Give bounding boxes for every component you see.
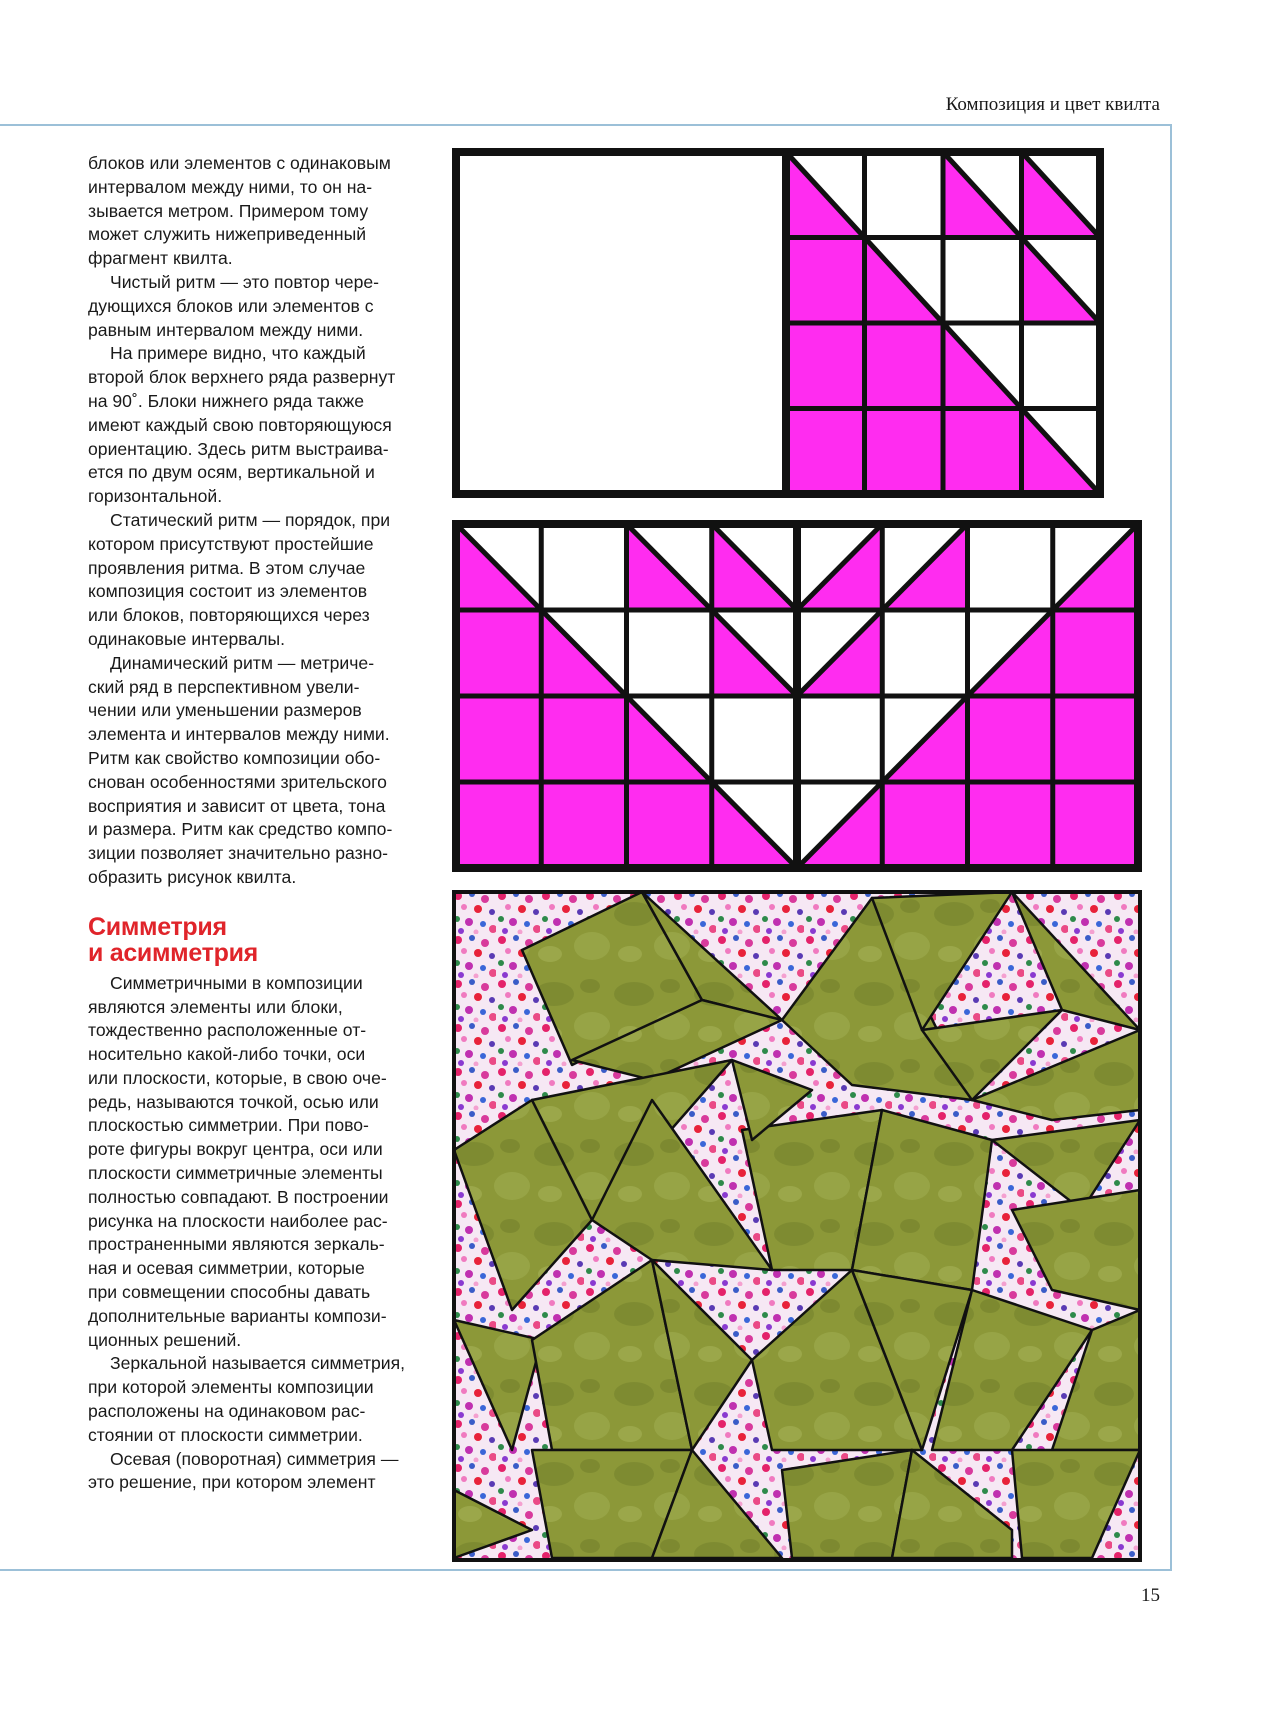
text-line: полностью совпадают. В построении xyxy=(88,1186,389,1207)
magenta-square xyxy=(968,696,1053,782)
magenta-square xyxy=(968,782,1053,868)
white-square xyxy=(712,696,797,782)
blank-panel xyxy=(456,152,786,494)
text-line: или плоскости, которые, в свою оче- xyxy=(88,1067,387,1088)
text-line: это решение, при котором элемент xyxy=(88,1472,376,1493)
paragraph-8 xyxy=(88,1448,428,1496)
text-line: котором присутствуют простейшие xyxy=(88,533,374,554)
text-line: при которой элементы композиции xyxy=(88,1377,374,1398)
white-square xyxy=(882,610,967,696)
magenta-square xyxy=(456,782,541,868)
block-grid-2 xyxy=(456,524,1138,868)
text-line: носительно какой-либо точки, оси xyxy=(88,1044,366,1065)
magenta-square xyxy=(1053,782,1138,868)
paragraph-4 xyxy=(88,509,428,652)
text-line: На примере видно, что каждый xyxy=(110,343,366,364)
text-line: плоскости симметричные элементы xyxy=(88,1163,383,1184)
text-line: Зеркальной называется симметрия, xyxy=(110,1353,406,1374)
text-line: равным интервалом между ними. xyxy=(88,319,364,340)
body-text xyxy=(88,152,428,1495)
text-line: композиция состоит из элементов xyxy=(88,581,368,602)
magenta-square xyxy=(627,782,712,868)
magenta-square xyxy=(882,782,967,868)
text-line: второй блок верхнего ряда развернут xyxy=(88,367,396,388)
text-line: фрагмент квилта. xyxy=(88,248,233,269)
text-line: ная и осевая симметрии, которые xyxy=(88,1258,365,1279)
text-line: Симметрия xyxy=(88,912,227,941)
text-line: ориентацию. Здесь ритм выстраива- xyxy=(88,438,389,459)
text-line: пространенными являются зеркаль- xyxy=(88,1234,385,1255)
text-line: роте фигуры вокруг центра, оси или xyxy=(88,1139,383,1160)
white-square xyxy=(797,696,882,782)
text-line: редь, называются точкой, осью или xyxy=(88,1091,379,1112)
white-square xyxy=(541,524,626,610)
magenta-square xyxy=(1053,696,1138,782)
text-line: снован особенностями зрительского xyxy=(88,771,387,792)
white-square xyxy=(627,610,712,696)
text-line: зиции позволяет значительно разно- xyxy=(88,843,389,864)
text-line: ционных решений. xyxy=(88,1329,242,1350)
text-line: Динамический ритм — метриче- xyxy=(110,652,375,673)
text-line: Осевая (поворотная) симметрия — xyxy=(110,1448,399,1469)
text-line: имеют каждый свою повторяющуюся xyxy=(88,414,392,435)
magenta-square xyxy=(456,696,541,782)
magenta-square xyxy=(456,610,541,696)
text-line: Чистый ритм — это повтор чере- xyxy=(110,271,380,292)
magenta-square xyxy=(1053,610,1138,696)
text-line: одинаковые интервалы. xyxy=(88,628,286,649)
block-grid-1 xyxy=(786,152,1100,494)
magenta-square xyxy=(786,238,865,324)
section-heading xyxy=(88,914,428,966)
text-line: и асимметрия xyxy=(88,938,258,967)
text-line: проявления ритма. В этом случае xyxy=(88,557,366,578)
text-line: может служить нижеприведенный xyxy=(88,224,367,245)
running-title: Композиция и цвет квилта xyxy=(945,94,1160,115)
white-square xyxy=(1022,323,1101,409)
text-line: Статический ритм — порядок, при xyxy=(110,509,391,530)
magenta-square xyxy=(541,696,626,782)
text-line: или блоков, повторяющихся через xyxy=(88,605,370,626)
quilt-diagram-meter xyxy=(452,148,1142,498)
text-line: при совмещении способны давать xyxy=(88,1282,371,1303)
magenta-square xyxy=(943,409,1022,495)
white-square xyxy=(865,152,944,238)
text-line: интервалом между ними, то он на- xyxy=(88,176,373,197)
text-line: чении или уменьшении размеров xyxy=(88,700,362,721)
text-line: ский ряд в перспективном увели- xyxy=(88,676,360,697)
text-line: ется по двум осям, вертикальной и xyxy=(88,462,375,483)
text-line: дополнительные варианты компози- xyxy=(88,1305,387,1326)
text-line: на 90˚. Блоки нижнего ряда также xyxy=(88,390,365,411)
text-line: расположены на одинаковом рас- xyxy=(88,1401,366,1422)
text-line: плоскостью симметрии. При пово- xyxy=(88,1115,369,1136)
paragraph-7 xyxy=(88,1352,428,1447)
text-line: блоков или элементов с одинаковым xyxy=(88,153,391,173)
olive-triangle xyxy=(782,1450,912,1558)
text-line: восприятия и зависит от цвета, тона xyxy=(88,795,386,816)
magenta-square xyxy=(786,409,865,495)
text-line: тождественно расположенные от- xyxy=(88,1020,367,1041)
quilt-photo-triangles xyxy=(452,890,1142,1562)
text-line: элемента и интервалов между ними. xyxy=(88,724,390,745)
paragraph-5 xyxy=(88,652,428,890)
text-line: рисунка на плоскости наиболее рас- xyxy=(88,1210,388,1231)
text-line: зывается метром. Примером тому xyxy=(88,200,369,221)
white-square xyxy=(968,524,1053,610)
page-number: 15 xyxy=(1141,1585,1160,1606)
paragraph-1 xyxy=(88,152,428,271)
text-line: Ритм как свойство композиции обо- xyxy=(88,747,381,768)
magenta-square xyxy=(865,323,944,409)
text-line: и размера. Ритм как средство компо- xyxy=(88,819,393,840)
magenta-square xyxy=(541,782,626,868)
paragraph-2 xyxy=(88,271,428,342)
paragraph-3 xyxy=(88,342,428,509)
quilt-diagram-rhythm xyxy=(452,520,1142,872)
white-square xyxy=(943,238,1022,324)
text-line: являются элементы или блоки, xyxy=(88,996,343,1017)
magenta-square xyxy=(865,409,944,495)
paragraph-6 xyxy=(88,972,428,1353)
text-line: дующихся блоков или элементов с xyxy=(88,295,374,316)
magenta-square xyxy=(786,323,865,409)
text-line: Симметричными в композиции xyxy=(110,972,363,993)
text-line: образить рисунок квилта. xyxy=(88,866,297,887)
text-line: стоянии от плоскости симметрии. xyxy=(88,1424,363,1445)
text-line: горизонтальной. xyxy=(88,486,223,507)
